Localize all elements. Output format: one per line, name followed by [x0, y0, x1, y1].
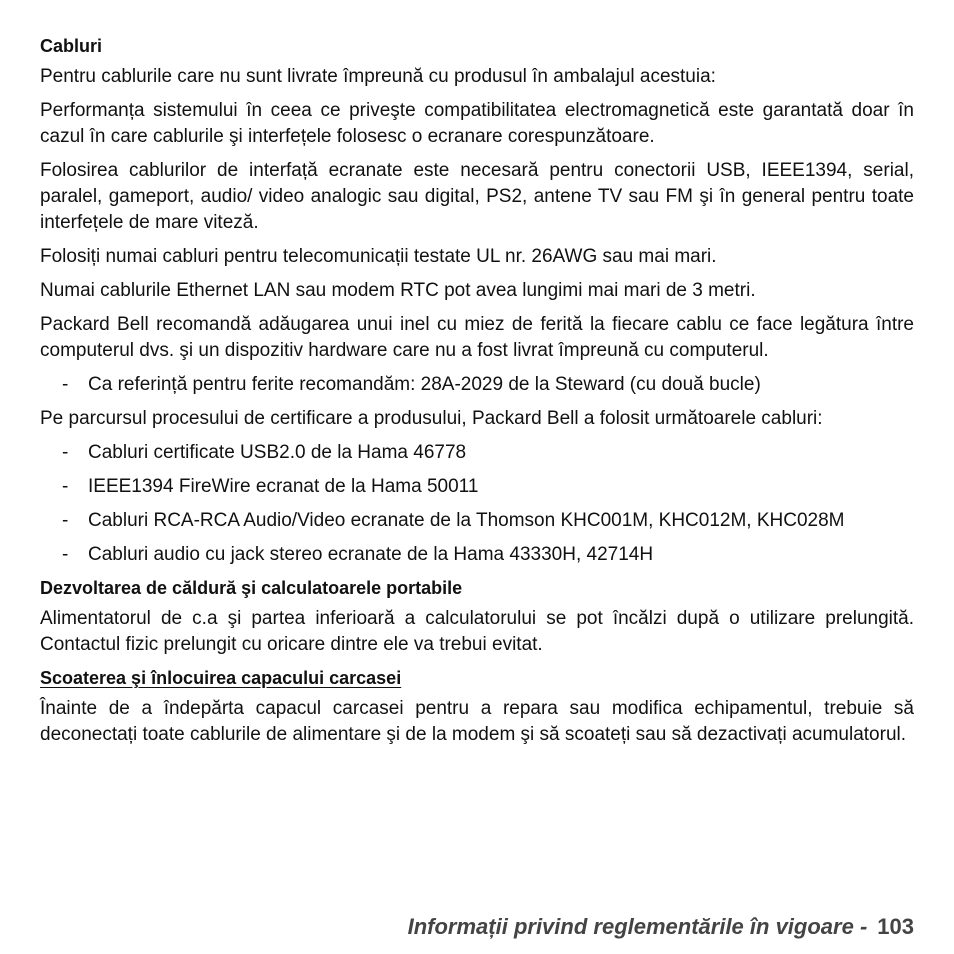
paragraph-telecom-cables: Folosiți numai cabluri pentru telecomunicații testate UL nr. 26AWG sau mai mari.	[40, 246, 717, 267]
paragraph-ethernet-length: Numai cablurile Ethernet LAN sau modem RTC pot avea lungimi mai mari de 3 metri.	[40, 280, 756, 301]
list-item-text: IEEE1394 FireWire ecranat de la Hama 50011	[88, 476, 479, 497]
certified-cables-list	[40, 440, 914, 568]
paragraph-cabluri-intro: Pentru cablurile care nu sunt livrate împreună cu produsul în ambalajul acestuia:	[40, 66, 716, 87]
paragraph-ferrite-recommendation: Packard Bell recomandă adăugarea unui inel cu miez de ferită la fiecare cablu ce face legătura între computerul dvs. şi un dispozitiv hardware care nu a fost livrat împreună cu computerul.	[40, 314, 914, 361]
list-item	[40, 508, 914, 534]
page-footer	[408, 914, 914, 940]
heading-cabluri: Cabluri	[40, 36, 103, 56]
list-item-text: Ca referință pentru ferite recomandăm: 28A-2029 de la Steward (cu două bucle)	[88, 374, 761, 395]
paragraph-heat: Alimentatorul de c.a şi partea inferioară a calculatorului se pot încălzi după o utilizare prelungită. Contactul fizic prelungit cu oricare dintre ele va trebui evitat.	[40, 608, 914, 655]
paragraph-certification: Pe parcursul procesului de certificare a produsului, Packard Bell a folosit următoarele cabluri:	[40, 408, 823, 429]
heading-cover-removal: Scoaterea şi înlocuirea capacului carcasei	[40, 668, 402, 688]
footer-title: Informații privind reglementările în vigoare -	[407, 914, 868, 939]
list-item	[40, 474, 914, 500]
heading-heat: Dezvoltarea de căldură şi calculatoarele portabile	[40, 578, 463, 598]
list-item-text: Cabluri audio cu jack stereo ecranate de la Hama 43330H, 42714H	[88, 544, 654, 565]
list-dash: -	[62, 510, 69, 531]
list-item-text: Cabluri certificate USB2.0 de la Hama 46778	[88, 442, 467, 463]
paragraph-cover-removal: Înainte de a îndepărta capacul carcasei pentru a repara sau modifica echipamentul, trebuie să deconectați toate cablurile de alimentare şi de la modem şi să scoateți sau să dezactivați acumulatorul.	[40, 698, 914, 745]
list-item-text: Cabluri RCA-RCA Audio/Video ecranate de la Thomson KHC001M, KHC012M, KHC028M	[88, 510, 845, 531]
list-item	[40, 542, 914, 568]
list-dash: -	[62, 442, 69, 463]
page-number: 103	[877, 914, 914, 939]
list-item	[40, 440, 914, 466]
paragraph-performance: Performanța sistemului în ceea ce priveşte compatibilitatea electromagnetică este garantată doar în cazul în care cablurile şi interfețele folosesc o ecranare corespunzătoare.	[40, 100, 914, 147]
list-dash: -	[62, 476, 69, 497]
list-item	[40, 372, 914, 398]
list-dash: -	[62, 374, 69, 395]
ferrite-list	[40, 372, 914, 398]
list-dash: -	[62, 544, 69, 565]
paragraph-shielded-cables: Folosirea cablurilor de interfață ecranate este necesară pentru conectorii USB, IEEE1394, serial, paralel, gameport, audio/ video analogic sau digital, PS2, antene TV sau FM şi în general pentru toate interfețele de mare viteză.	[40, 160, 914, 233]
